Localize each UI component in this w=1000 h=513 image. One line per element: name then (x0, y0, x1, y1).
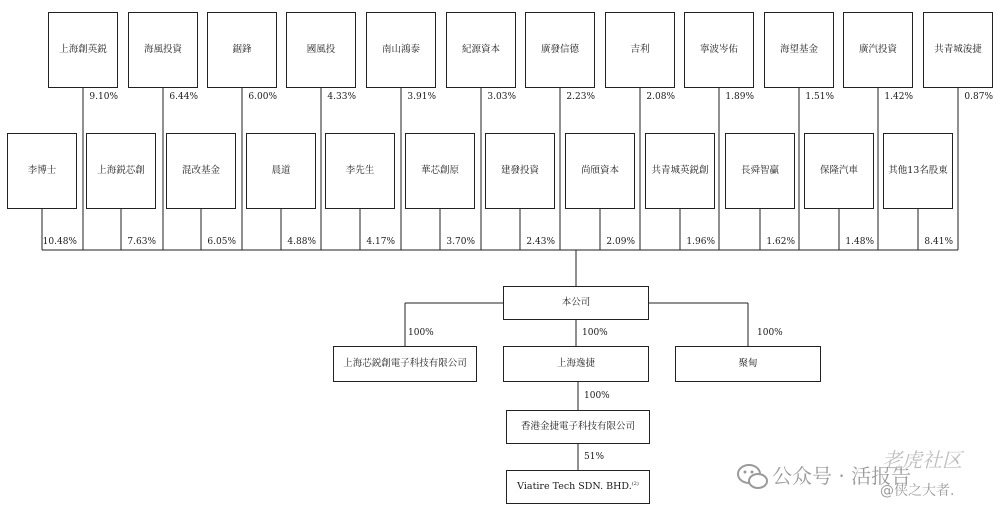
watermark-handle: @侠之大者. (880, 483, 955, 499)
top-shareholder-box (128, 12, 198, 88)
bottom-shareholder-pct: 1.96% (686, 237, 715, 247)
bottom-shareholder-box (405, 133, 475, 209)
watermark (722, 448, 1000, 508)
top-shareholder-pct: 1.51% (805, 92, 834, 102)
bottom-shareholder-box (246, 133, 316, 209)
bottom-shareholder-pct: 1.48% (845, 237, 874, 247)
bottom-shareholder-box (7, 133, 77, 209)
bottom-shareholder-pct: 8.41% (924, 237, 953, 247)
bottom-shareholder-box (645, 133, 715, 209)
top-shareholder-pct: 2.23% (566, 92, 595, 102)
ownership-pct-malaysia: 51% (584, 452, 605, 462)
subsidiary-name: 上海芯鋭創電子科技有限公司 (343, 357, 467, 369)
bottom-shareholder-pct: 4.88% (287, 237, 316, 247)
bottom-shareholder-box (883, 133, 953, 209)
top-shareholder-name: 吉利 (630, 43, 650, 55)
bottom-shareholder-box (725, 133, 795, 209)
top-shareholder-box (286, 12, 356, 88)
top-shareholder-box (684, 12, 754, 88)
top-shareholder-name: 廣發信德 (540, 43, 579, 55)
top-shareholder-box (605, 12, 675, 88)
ownership-pct-hk: 100% (584, 391, 610, 401)
malaysia-subsidiary-name: Viatire Tech SDN. BHD.$^{(2)}$ (517, 480, 639, 492)
top-shareholder-pct: 6.44% (169, 92, 198, 102)
top-shareholder-box (525, 12, 595, 88)
top-shareholder-pct: 3.03% (487, 92, 516, 102)
top-shareholder-box (923, 12, 993, 88)
top-shareholder-name: 鋸鋒 (232, 43, 252, 55)
bottom-shareholder-pct: 2.09% (606, 237, 635, 247)
top-shareholder-pct: 4.33% (327, 92, 356, 102)
top-shareholder-name: 上海創英鋭 (59, 43, 107, 55)
bottom-shareholder-name: 晨道 (271, 164, 291, 176)
bottom-shareholder-name: 華芯創原 (420, 164, 459, 176)
bottom-shareholder-box (804, 133, 874, 209)
bottom-shareholder-name: 共青城英鋭創 (651, 164, 709, 176)
bottom-shareholder-box (325, 133, 395, 209)
top-shareholder-pct: 6.00% (248, 92, 277, 102)
bottom-shareholder-name: 其他13名股東 (888, 164, 948, 176)
subsidiary-name: 上海逸捷 (556, 357, 595, 369)
bottom-shareholder-pct: 3.70% (446, 237, 475, 247)
top-shareholder-pct: 1.42% (884, 92, 913, 102)
bottom-shareholder-name: 尚頎資本 (580, 164, 619, 176)
top-shareholder-name: 海風投資 (143, 43, 182, 55)
subsidiary-box-shanghai-yijie (503, 346, 649, 382)
company-box (503, 286, 649, 320)
top-shareholder-name: 廣汽投資 (858, 43, 897, 55)
bottom-shareholder-pct: 1.62% (766, 237, 795, 247)
bottom-shareholder-name: 李博士 (27, 164, 57, 176)
bottom-shareholder-pct: 10.48% (42, 237, 77, 247)
bottom-shareholder-name: 長舜智贏 (740, 164, 779, 176)
top-shareholder-box (366, 12, 436, 88)
bottom-shareholder-box (166, 133, 236, 209)
hk-subsidiary-box (506, 410, 650, 444)
bottom-shareholder-pct: 6.05% (207, 237, 236, 247)
top-shareholder-box (446, 12, 516, 88)
top-shareholder-pct: 3.91% (407, 92, 436, 102)
subsidiary-name: 聚甸 (738, 357, 758, 369)
bottom-shareholder-box (565, 133, 635, 209)
bottom-shareholder-pct: 7.63% (127, 237, 156, 247)
bottom-shareholder-name: 建發投資 (500, 164, 539, 176)
hk-subsidiary-name: 香港金捷電子科技有限公司 (520, 420, 635, 432)
bottom-shareholder-box (86, 133, 156, 209)
bottom-shareholder-name: 混改基金 (181, 164, 220, 176)
subsidiary-box-shanghai-xinruichuang (333, 346, 477, 382)
top-shareholder-box (764, 12, 834, 88)
top-shareholder-box (207, 12, 277, 88)
watermark-account-name: 公众号 · 活报告 (772, 464, 912, 488)
top-shareholder-name: 國風投 (306, 43, 336, 55)
top-shareholder-name: 寧波岑佑 (699, 43, 738, 55)
bottom-shareholder-name: 上海鋭芯創 (97, 164, 145, 176)
top-shareholder-pct: 0.87% (964, 92, 993, 102)
top-shareholder-name: 南山鴻泰 (381, 43, 420, 55)
top-shareholder-name: 海望基金 (779, 43, 818, 55)
bottom-shareholder-name: 保隆汽車 (819, 164, 858, 176)
bottom-shareholder-box (485, 133, 555, 209)
footnote-marker: (2) (631, 480, 639, 487)
ownership-pct-xinruichuang: 100% (408, 328, 434, 338)
ownership-pct-judian: 100% (757, 328, 783, 338)
top-shareholder-box (843, 12, 913, 88)
subsidiary-box-judian (675, 346, 821, 382)
malaysia-subsidiary-box (506, 470, 650, 504)
ownership-pct-yijie: 100% (582, 328, 608, 338)
top-shareholder-name: 共青城浚捷 (934, 43, 982, 55)
watermark-brand: 老虎社区 (882, 448, 962, 472)
top-shareholder-name: 紀源資本 (461, 43, 500, 55)
top-shareholder-pct: 1.89% (725, 92, 754, 102)
company-name: 本公司 (561, 296, 591, 308)
top-shareholder-pct: 9.10% (89, 92, 118, 102)
wechat-icon (736, 462, 770, 492)
bottom-shareholder-name: 李先生 (345, 164, 375, 176)
top-shareholder-box (48, 12, 118, 88)
top-shareholder-pct: 2.08% (646, 92, 675, 102)
bottom-shareholder-pct: 2.43% (526, 237, 555, 247)
bottom-shareholder-pct: 4.17% (366, 237, 395, 247)
